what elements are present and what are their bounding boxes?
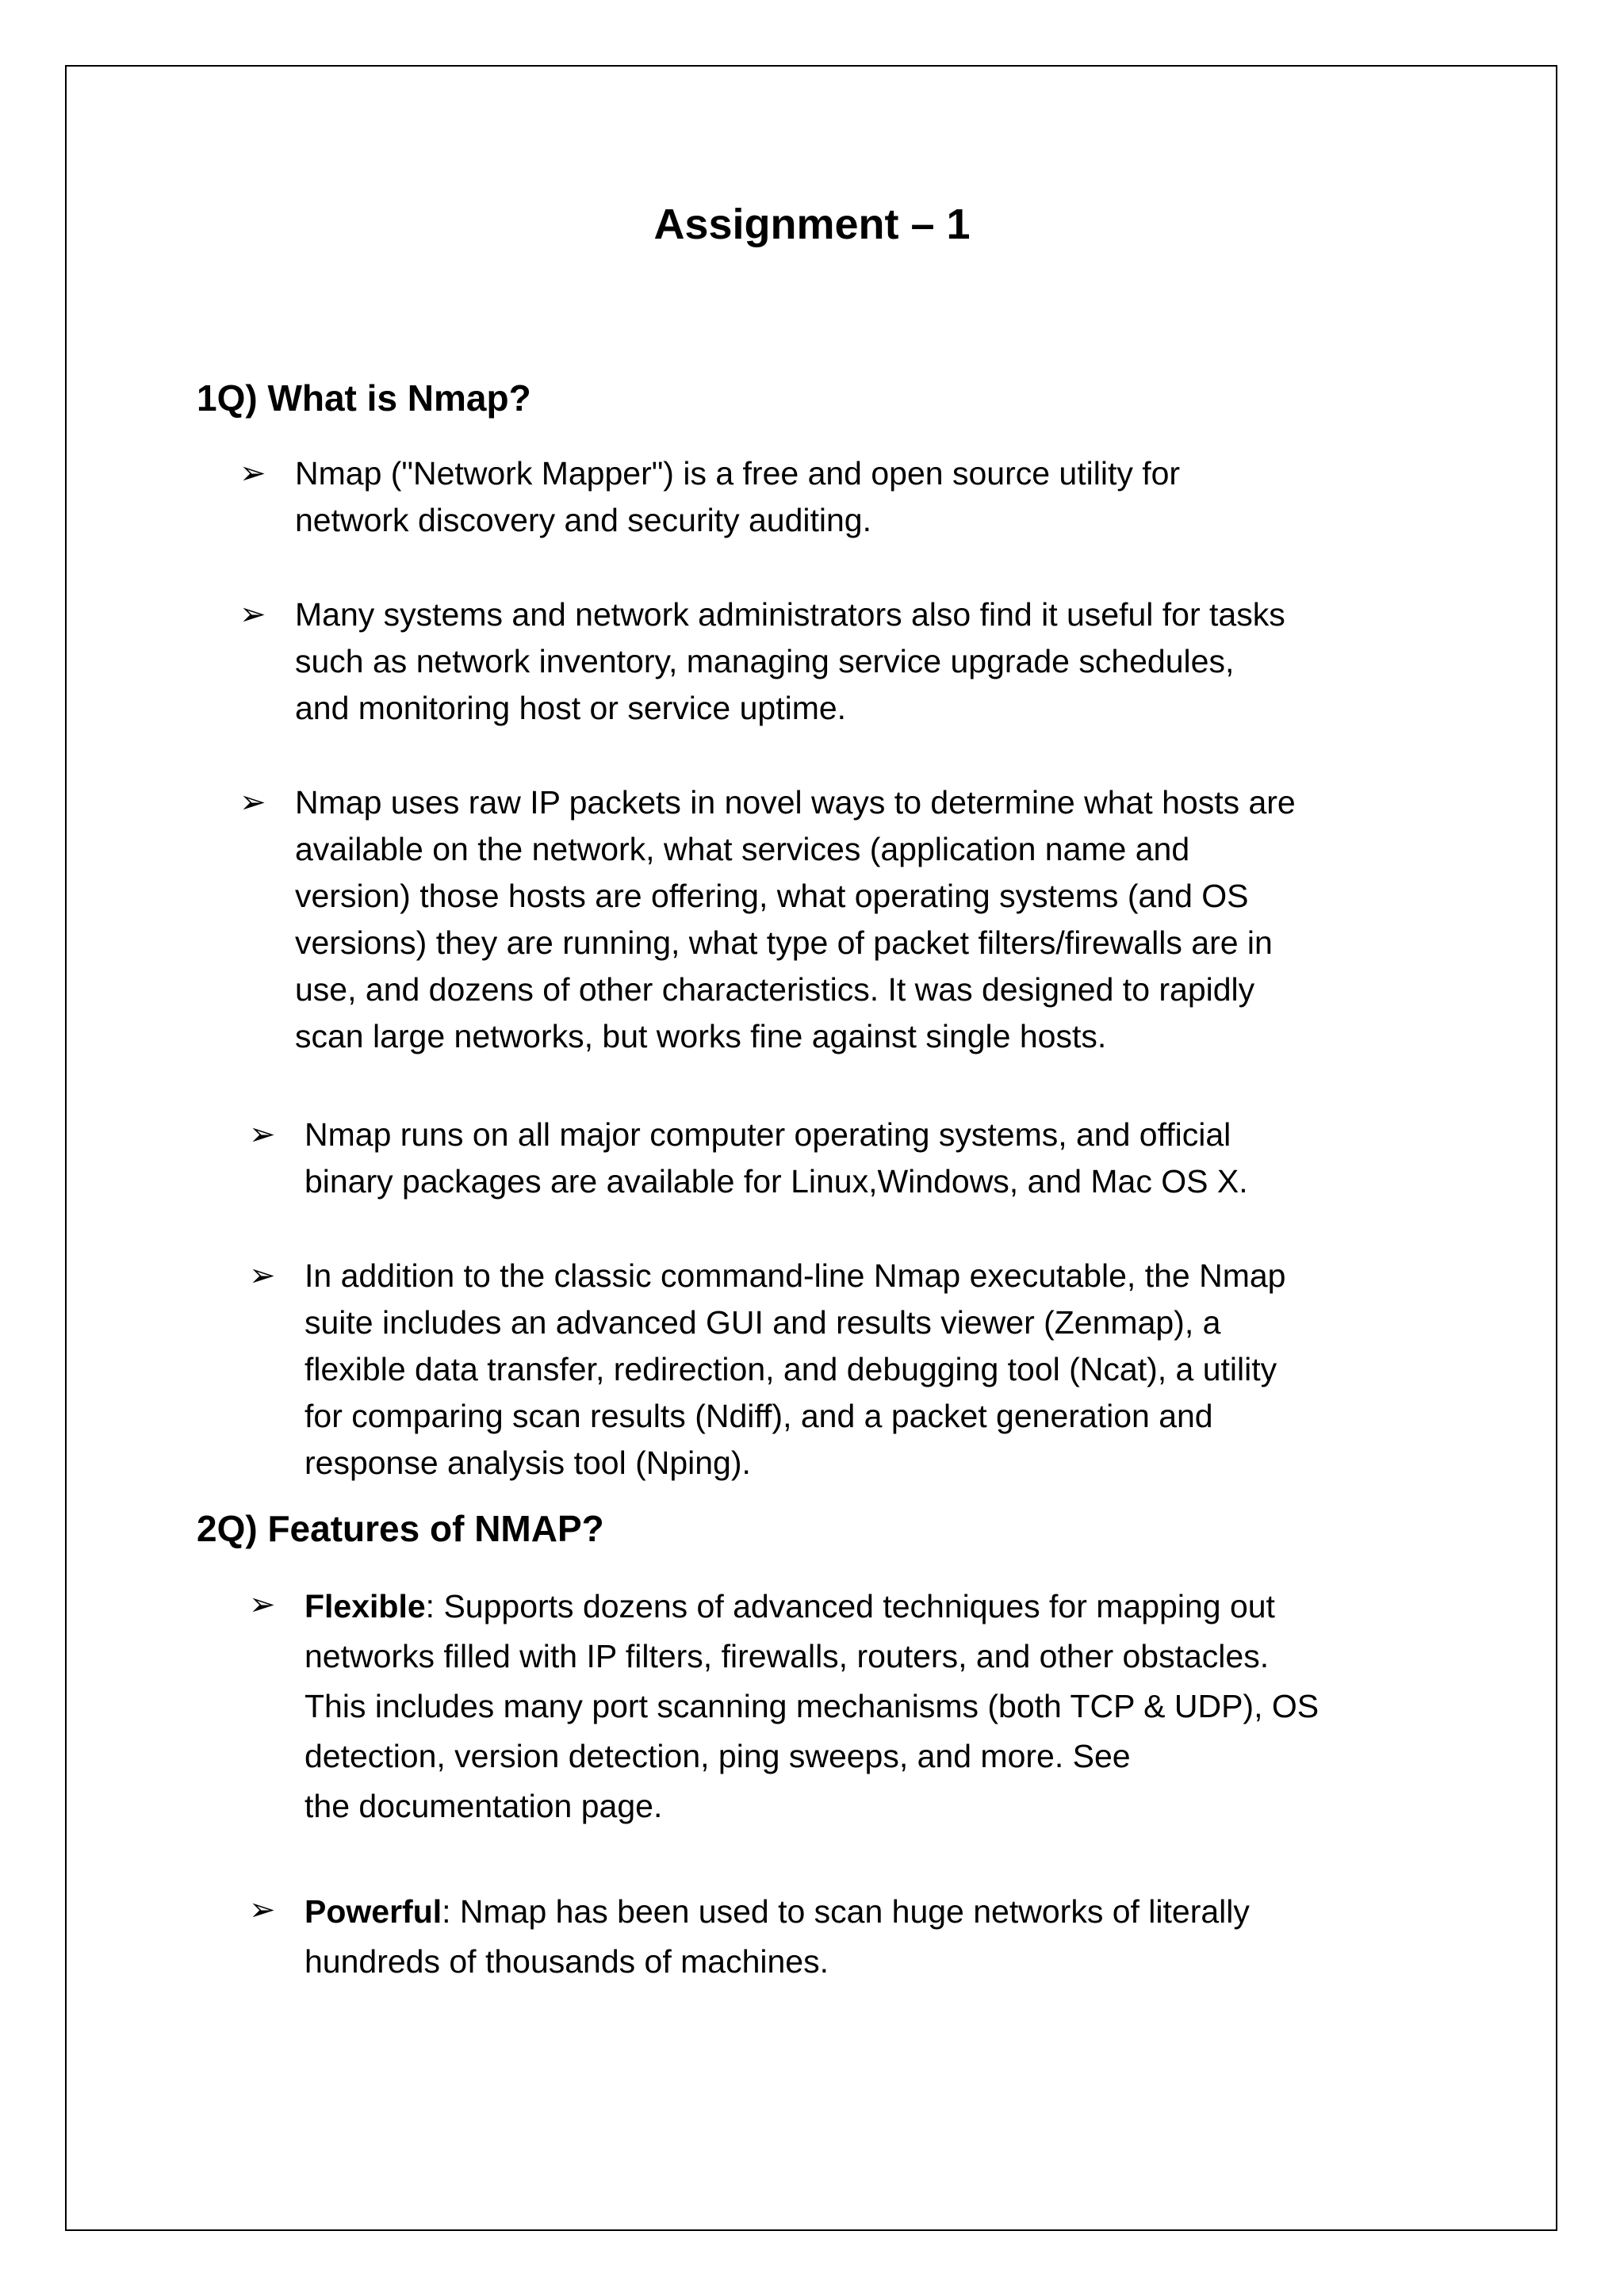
feature-description: : Supports dozens of advanced techniques for mapping out: [425, 1588, 1275, 1624]
arrow-bullet-icon: ➢: [249, 1258, 276, 1293]
arrow-bullet-icon: ➢: [239, 785, 266, 820]
q2-bullet-flexible: [249, 1582, 1320, 1831]
bullet-line: [304, 1887, 1250, 1937]
bullet-line: suite includes an advanced GUI and results viewer (Zenmap), a: [304, 1304, 1221, 1341]
bullet-line: scan large networks, but works fine against single hosts.: [295, 1018, 1107, 1054]
bullet-line: Nmap ("Network Mapper") is a free and open source utility for: [295, 455, 1181, 492]
bullet-line: In addition to the classic command-line Nmap executable, the Nmap: [304, 1257, 1286, 1294]
bullet-line: response analysis tool (Nping).: [304, 1445, 751, 1481]
page-title: Assignment – 1: [653, 201, 971, 248]
arrow-bullet-icon: ➢: [239, 597, 266, 632]
bullet-line: flexible data transfer, redirection, and debugging tool (Ncat), a utility: [304, 1351, 1277, 1387]
bullet-line: such as network inventory, managing service upgrade schedules,: [295, 643, 1235, 679]
bullet-line: binary packages are available for Linux,Windows, and Mac OS X.: [304, 1163, 1248, 1200]
bullet-line: use, and dozens of other characteristics. It was designed to rapidly: [295, 971, 1255, 1008]
bullet-line: Nmap uses raw IP packets in novel ways to determine what hosts are: [295, 784, 1296, 821]
bullet-line: detection, version detection, ping sweeps, and more. See: [304, 1738, 1131, 1774]
bullet-line: hundreds of thousands of machines.: [304, 1943, 829, 1980]
bullet-line: network discovery and security auditing.: [295, 502, 871, 538]
question-1-heading: 1Q) What is Nmap?: [197, 377, 531, 419]
q2-bullet-powerful: [249, 1887, 1250, 1987]
bullet-line: Nmap runs on all major computer operating systems, and official: [304, 1116, 1231, 1153]
arrow-bullet-icon: ➢: [239, 456, 266, 491]
bullet-line: and monitoring host or service uptime.: [295, 690, 847, 726]
q1-bullet-5: [249, 1253, 1286, 1487]
bullet-line: for comparing scan results (Ndiff), and a packet generation and: [304, 1398, 1213, 1434]
feature-term: Powerful: [304, 1893, 442, 1930]
arrow-bullet-icon: ➢: [249, 1587, 276, 1622]
bullet-line: versions) they are running, what type of packet filters/firewalls are in: [295, 924, 1273, 961]
question-2-heading: 2Q) Features of NMAP?: [197, 1508, 604, 1549]
bullet-line: version) those hosts are offering, what operating systems (and OS: [295, 878, 1249, 914]
q1-bullet-1: [239, 450, 1181, 544]
q1-bullet-3: [239, 779, 1296, 1060]
q1-bullet-4: [249, 1112, 1248, 1205]
bullet-line: [304, 1582, 1319, 1632]
arrow-bullet-icon: ➢: [249, 1892, 276, 1927]
feature-term: Flexible: [304, 1588, 426, 1624]
bullet-line: Many systems and network administrators also find it useful for tasks: [295, 596, 1285, 633]
arrow-bullet-icon: ➢: [249, 1117, 276, 1152]
feature-description: : Nmap has been used to scan huge networks of literally: [442, 1893, 1250, 1930]
bullet-line: available on the network, what services (application name and: [295, 831, 1190, 867]
q1-bullet-2: [239, 591, 1285, 732]
bullet-line: networks filled with IP filters, firewalls, routers, and other obstacles.: [304, 1638, 1270, 1674]
bullet-line: the documentation page.: [304, 1788, 663, 1824]
bullet-line: This includes many port scanning mechanisms (both TCP & UDP), OS: [304, 1688, 1320, 1724]
